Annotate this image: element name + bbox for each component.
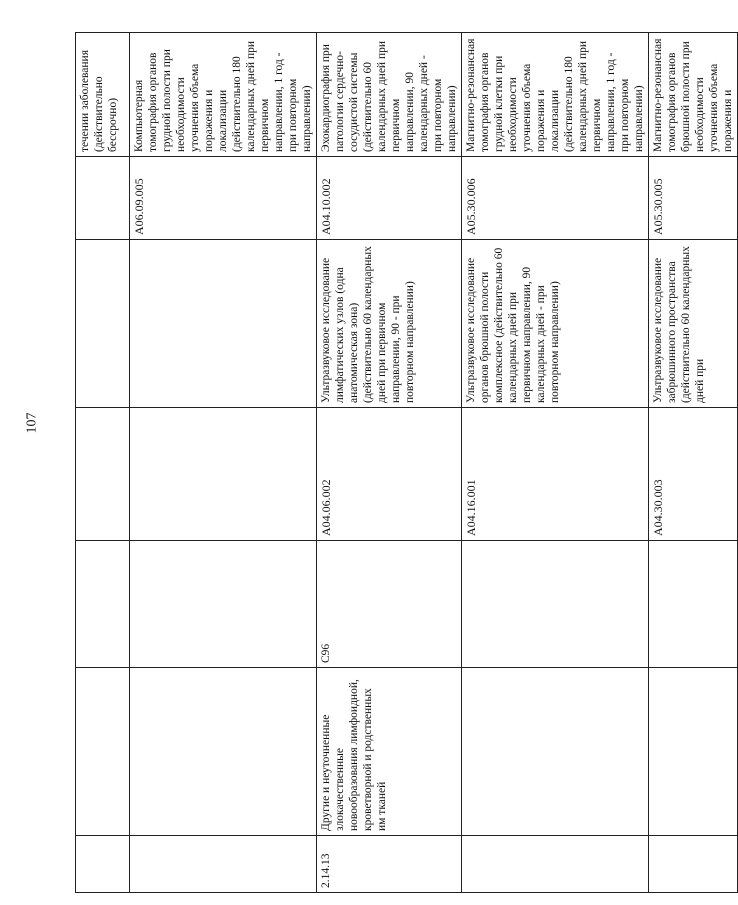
section-cell <box>462 836 649 893</box>
icd-cell <box>649 541 738 668</box>
disease-cell <box>76 668 130 836</box>
icd-cell: C96 <box>317 541 462 668</box>
service-cell: Эхокардиография при патологии сердечно-сосудистой системы (действительно 60 календарных дней при первичном направлении, 90 календарных дней - при повторном направлении) <box>317 33 462 157</box>
table-row <box>76 33 130 893</box>
service-cell: Ультразвуковое исследование забрюшинного пространства (действительно 60 календарных дней при <box>649 240 738 408</box>
section-cell <box>649 836 738 893</box>
service-cell <box>130 240 317 408</box>
code-cell: A06.09.005 <box>130 157 317 240</box>
icd-cell <box>462 541 649 668</box>
table-row <box>317 33 462 893</box>
service-cell: Компьютерная томография органов грудной полости при необходимости уточнения объема поражения и локализации (действительно 180 календарных дней при первичном направлении, 1 год - при повторном направлении) <box>130 33 317 157</box>
service-cell: Ультразвуковое исследование лимфатических узлов (одна анатомическая зона) (действительно 60 календарных дней при первичном направлении, 90 - при повторном направлении) <box>317 240 462 408</box>
code-cell <box>76 157 130 240</box>
table-row <box>649 33 738 893</box>
services-table <box>75 32 738 893</box>
service-cell: Магнитно-резонансная томография органов грудной клетки при необходимости уточнения объема поражения и локализации (действительно 180 календарных дней при первичном направлении, 1 год - при повторном направлении) <box>462 33 649 157</box>
code-cell <box>76 408 130 541</box>
section-cell <box>76 836 130 893</box>
section-cell <box>130 836 317 893</box>
disease-cell <box>130 668 317 836</box>
page-number: 107 <box>24 412 40 434</box>
section-cell: 2.14.13 <box>317 836 462 893</box>
code-cell <box>130 408 317 541</box>
code-cell: A05.30.005 <box>649 157 738 240</box>
service-cell: течении заболевания (действительно бессрочно) <box>76 33 130 157</box>
code-cell: A04.16.001 <box>462 408 649 541</box>
code-cell: A05.30.006 <box>462 157 649 240</box>
service-cell: Магнитно-резонансная томография органов брюшной полости при необходимости уточнения объема поражения и <box>649 33 738 157</box>
rotated-table-container <box>75 33 734 893</box>
table-row <box>130 33 317 893</box>
code-cell: A04.30.003 <box>649 408 738 541</box>
table-row <box>462 33 649 893</box>
service-cell <box>76 240 130 408</box>
code-cell: A04.06.002 <box>317 408 462 541</box>
disease-cell <box>462 668 649 836</box>
service-cell: Ультразвуковое исследование органов брюшной полости комплексное (действительно 60 календарных дней при первичном направлении, 90 календарных дней - при повторном направлении) <box>462 240 649 408</box>
disease-cell: Другие и неуточненные злокачественные новообразования лимфоидной, кроветворной и родственных им тканей <box>317 668 462 836</box>
icd-cell <box>76 541 130 668</box>
disease-cell <box>649 668 738 836</box>
icd-cell <box>130 541 317 668</box>
code-cell: A04.10.002 <box>317 157 462 240</box>
